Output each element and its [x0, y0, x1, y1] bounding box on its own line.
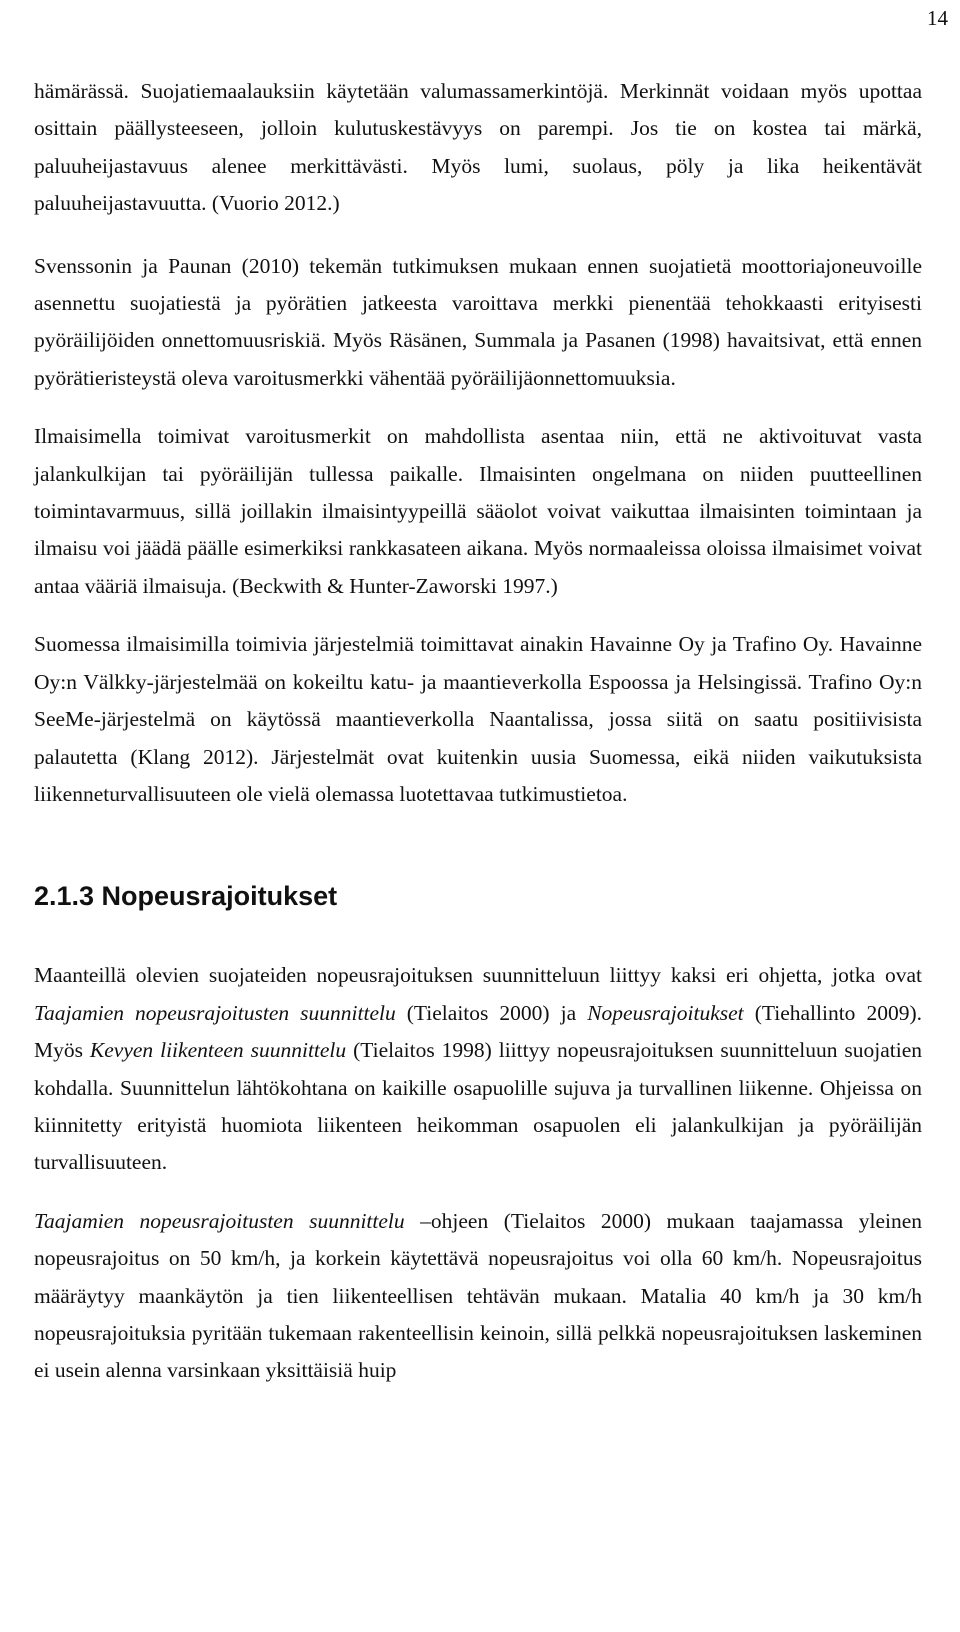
text-run: (Tielaitos 2000) ja — [395, 1000, 588, 1025]
citation-title-taajamien: Taajamien nopeusrajoitusten suunnittelu — [34, 1000, 396, 1025]
citation-title-kevyen-liikenteen: Kevyen liikenteen suunnittelu — [89, 1038, 347, 1063]
text-run: –ohjeen (Tielaitos 2000) mukaan taajamassa yleinen nopeusrajoitus on 50 km/h, ja korkein käytettävä nopeusrajoitus voi olla 60 km/h. Nopeusrajoitus määräytyy maankäytön ja tien liikenteellisen tehtävän mukaan. Matalia 40 km/h ja 30 km/h nopeusrajoituksia pyritään tukemaan rakenteellisin keinoin, sillä pelkkä nopeusrajoituksen laskeminen ei usein alenna varsinkaan yksittäisiä huip — [34, 1208, 923, 1383]
paragraph-road-marking-reflectivity: hämärässä. Suojatiemaalauksiin käytetään valumassamerkintöjä. Merkinnät voidaan myös upottaa osittain päällysteeseen, jolloin kulutuskestävyys on parempi. Jos tie on kostea tai märkä, paluuheijastavuus alenee merkittävästi. Myös lumi, suolaus, pöly ja lika heikentävät paluuheijastavuutta. (Vuorio 2012.) — [34, 79, 922, 216]
text-run: (Tielaitos 1998) liittyy nopeusrajoituksen suunnitteluun suojatien kohdalla. Suunnittelun lähtökohtana on kaikille osapuolille sujuva ja turvallinen liikenne. Ohjeissa on kiinnitetty erityistä huomiota liikenteen heikomman osapuolen eli jalankulkijan ja pyöräilijän turvallisuuteen. — [34, 1038, 922, 1175]
page-content — [34, 73, 922, 1390]
text-run: Maanteillä olevien suojateiden nopeusrajoituksen suunnitteluun liittyy kaksi eri ohjetta, jotka ovat — [34, 963, 922, 988]
paragraph-urban-speed-limits — [34, 1203, 922, 1390]
paragraph-warning-sign-study: Svenssonin ja Paunan (2010) tekemän tutkimuksen mukaan ennen suojatietä moottoriajoneuvoille asennettu suojatiestä ja pyörätien jatkeesta varoittava merkki pienentää tehokkaasti erityisesti pyöräilijöiden onnettomuusriskiä. Myös Räsänen, Summala ja Pasanen (1998) havaitsivat, että ennen pyörätieristeystä oleva varoitusmerkki vähentää pyöräilijäonnettomuuksia. — [34, 253, 922, 390]
citation-title-taajamien: Taajamien nopeusrajoitusten suunnittelu — [34, 1208, 405, 1233]
paragraph-finnish-systems: Suomessa ilmaisimilla toimivia järjestelmiä toimittavat ainakin Havainne Oy ja Trafino Oy. Havainne Oy:n Välkky-järjestelmää on kokeiltu katu- ja maantieverkolla Espoossa ja Helsingissä. Trafino Oy:n SeeMe-järjestelmä on käytössä maantieverkolla Naantalissa, jossa siitä on saatu positiivisista palautetta (Klang 2012). Järjestelmät ovat kuitenkin uusia Suomessa, eikä niiden vaikutuksista liikenneturvallisuuteen ole vielä olemassa luotettavaa tutkimustietoa. — [34, 632, 922, 806]
paragraph-detector-warning-signs: Ilmaisimella toimivat varoitusmerkit on mahdollista asentaa niin, että ne aktivoituvat vasta jalankulkijan tai pyöräilijän tullessa paikalle. Ilmaisinten ongelmana on niiden puutteellinen toimintavarmuus, sillä joillakin ilmaisintyypeillä sääolot voivat vaikuttaa ilmaisinten toimintaan ja ilmaisu voi jäädä päälle esimerkiksi rankkasateen aikana. Myös normaaleissa oloissa ilmaisimet voivat antaa vääriä ilmaisuja. (Beckwith & Hunter-Zaworski 1997.) — [34, 424, 922, 598]
page-number: 14 — [927, 6, 948, 30]
citation-title-nopeusrajoitukset: Nopeusrajoitukset — [587, 1000, 744, 1025]
text-run: (Tiehallinto 2009). Myös — [34, 1000, 923, 1063]
paragraph-speed-limit-guidelines — [34, 957, 922, 1181]
section-heading-speed-limits: 2.1.3 Nopeusrajoitukset — [34, 881, 338, 912]
